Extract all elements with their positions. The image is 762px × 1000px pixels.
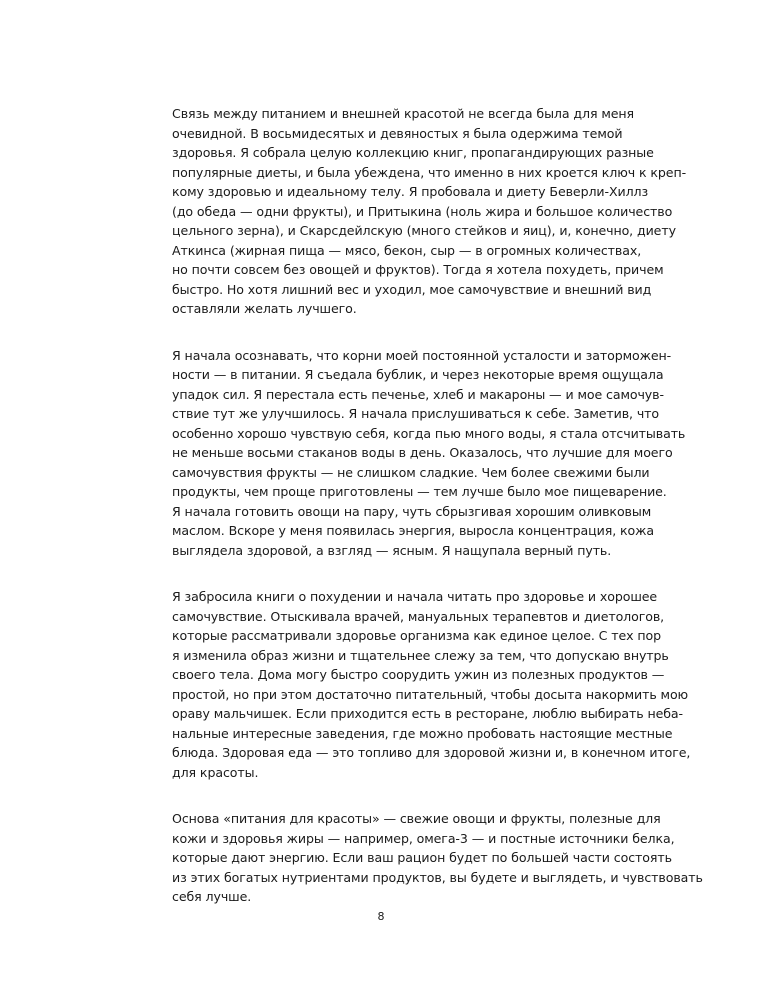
text-line: кому здоровью и идеальному телу. Я пробовала и диету Беверли-Хиллз xyxy=(172,184,649,200)
text-line: ствие тут же улучшилось. Я начала прислушиваться к себе. Заметив, что xyxy=(172,406,660,422)
text-line: которые рассматривали здоровье организма как единое целое. С тех пор xyxy=(172,628,662,644)
body-text xyxy=(172,104,703,933)
text-line: очевидной. В восьмидесятых и девяностых я была одержима темой xyxy=(172,125,623,141)
text-line: самочувствие. Отыскивала врачей, мануальных терапевтов и диетологов, xyxy=(172,608,665,624)
text-line: себя лучше. xyxy=(172,889,252,905)
paragraph xyxy=(172,104,687,319)
page-number: 8 xyxy=(377,910,385,923)
text-line: Я начала готовить овощи на пару, чуть сбрызгивая хорошим оливковым xyxy=(172,503,652,519)
paragraph xyxy=(172,809,703,907)
text-line: простой, но при этом достаточно питательный, чтобы досыта накормить мою xyxy=(172,686,689,702)
text-line: нальные интересные заведения, где можно пробовать настоящие местные xyxy=(172,725,673,741)
text-line: но почти совсем без овощей и фруктов). Тогда я хотела похудеть, причем xyxy=(172,262,664,278)
text-line: которые дают энергию. Если ваш рацион будет по большей части состоять xyxy=(172,850,672,866)
text-line: Я начала осознавать, что корни моей постоянной усталости и заторможен- xyxy=(172,347,672,363)
text-line: блюда. Здоровая еда — это топливо для здоровой жизни и, в конечном итоге, xyxy=(172,745,691,761)
text-line: для красоты. xyxy=(172,764,259,780)
text-line: Основа «питания для красоты» — свежие овощи и фрукты, полезные для xyxy=(172,811,661,826)
text-line: я изменила образ жизни и тщательнее слежу за тем, что допускаю внутрь xyxy=(172,647,669,663)
text-line: популярные диеты, и была убеждена, что именно в них кроется ключ к креп- xyxy=(172,164,687,180)
text-line: Аткинса (жирная пища — мясо, бекон, сыр — в огромных количествах, xyxy=(172,242,642,258)
text-line: упадок сил. Я перестала есть печенье, хлеб и макароны — и мое самочув- xyxy=(172,386,664,402)
paragraph xyxy=(172,346,686,561)
text-line: не меньше восьми стаканов воды в день. Оказалось, что лучшие для моего xyxy=(172,445,673,461)
text-line: выглядела здоровой, а взгляд — ясным. Я нащупала верный путь. xyxy=(172,542,612,558)
text-line: Я забросила книги о похудении и начала читать про здоровье и хорошее xyxy=(172,589,658,605)
paragraph xyxy=(172,587,691,782)
text-line: (до обеда — одни фрукты), и Притыкина (ноль жира и большое количество xyxy=(172,203,673,219)
text-line: самочувствия фрукты — не слишком сладкие. Чем более свежими были xyxy=(172,464,650,480)
text-line: здоровья. Я собрала целую коллекцию книг, пропагандирующих разные xyxy=(172,145,654,161)
text-line: своего тела. Дома могу быстро соорудить ужин из полезных продуктов — xyxy=(172,667,665,683)
text-line: цельного зерна), и Скарсдейлскую (много стейков и яиц), и, конечно, диету xyxy=(172,223,676,239)
text-line: Связь между питанием и внешней красотой не всегда была для меня xyxy=(172,106,634,121)
text-line: из этих богатых нутриентами продуктов, вы будете и выглядеть, и чувствовать xyxy=(172,869,703,885)
text-line: оставляли желать лучшего. xyxy=(172,301,357,317)
text-line: особенно хорошо чувствую себя, когда пью много воды, я стала отсчитывать xyxy=(172,425,686,441)
text-line: ораву мальчишек. Если приходится есть в ресторане, люблю выбирать неба- xyxy=(172,706,683,722)
text-line: продукты, чем проще приготовлены — тем лучше было мое пищеварение. xyxy=(172,484,667,500)
text-line: ности — в питании. Я съедала бублик, и через некоторые время ощущала xyxy=(172,367,664,383)
text-line: маслом. Вскоре у меня появилась энергия, выросла концентрация, кожа xyxy=(172,523,654,539)
text-line: кожи и здоровья жиры — например, омега-3 — и постные источники белка, xyxy=(172,830,675,846)
text-line: быстро. Но хотя лишний вес и уходил, мое самочувствие и внешний вид xyxy=(172,281,652,297)
